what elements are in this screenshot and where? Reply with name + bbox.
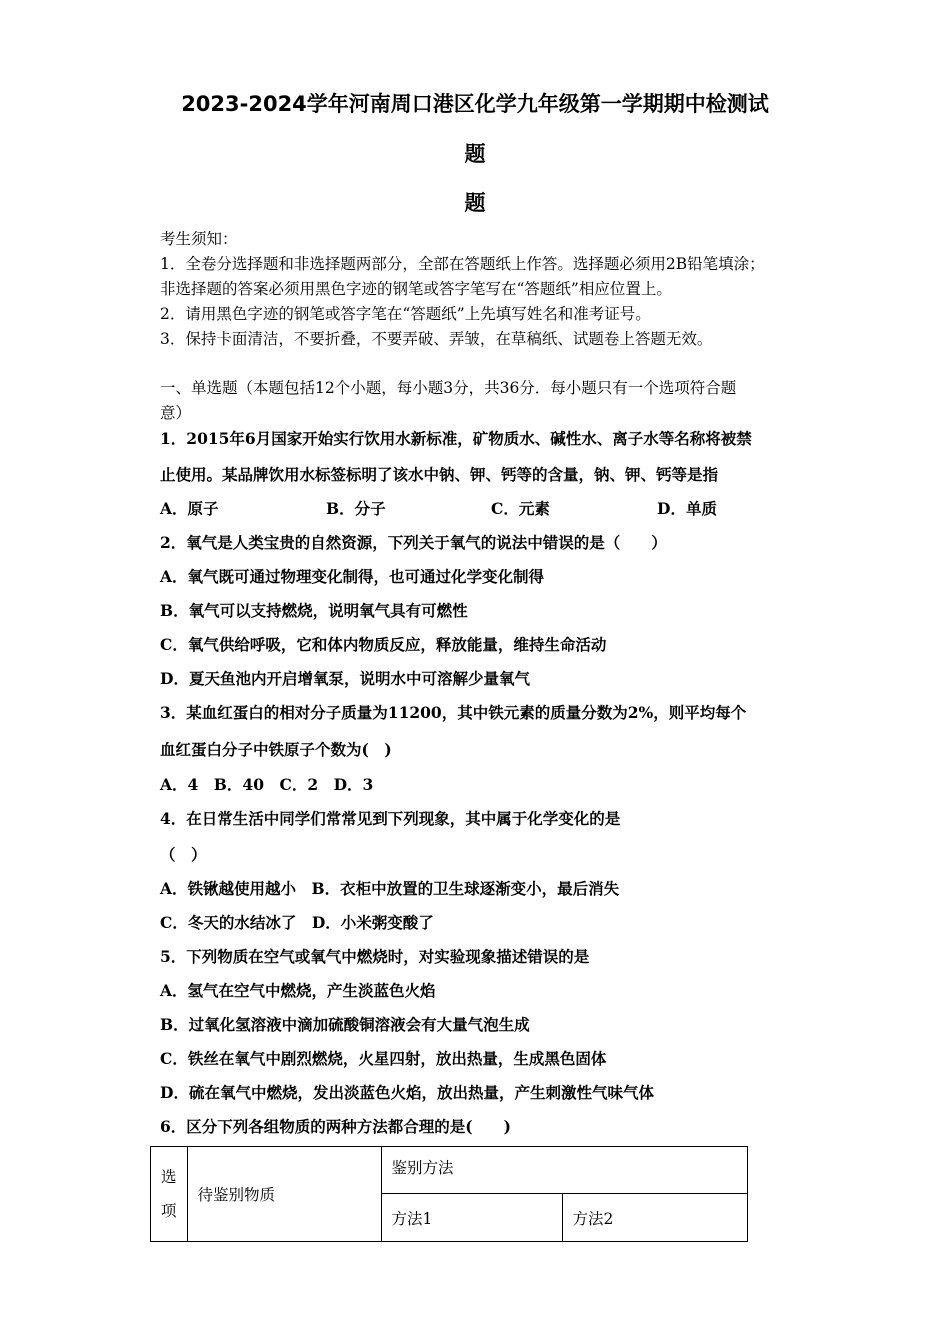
table-header-method-1: 方法1 [381,1194,562,1242]
table-header-substance: 待鉴别物质 [187,1147,381,1242]
question-2-option-c: C．氧气供给呼吸，它和体内物质反应，释放能量，维持生命活动 [160,635,607,654]
notice-heading: 考生须知： [160,230,238,248]
page-title: 2023-2024学年河南周口港区化学九年级第一学期期中检测试 [181,92,769,116]
question-1-option-d: D．单质 [657,499,717,518]
question-3-stem-continued: 血红蛋白分子中铁原子个数为( ) [160,740,392,759]
question-1-stem-continued: 止使用。某品牌饮用水标签标明了该水中钠、钾、钙等的含量，钠、钾、钙等是指 [160,465,719,484]
table-header-method: 鉴别方法 [381,1147,747,1194]
notice-item: 非选择题的答案必须用黑色字迹的钢笔或答字笔写在“答题纸”相应位置上。 [160,280,672,298]
question-2-option-a: A．氧气既可通过物理变化制得，也可通过化学变化制得 [160,567,545,586]
table-header-option [151,1147,188,1242]
question-5-option-c: C．铁丝在氧气中剧烈燃烧，火星四射，放出热量，生成黑色固体 [160,1049,607,1068]
notice-item: 2．请用黑色字迹的钢笔或答字笔在“答题纸”上先填写姓名和准考证号。 [160,305,651,323]
question-4-options-cd: C．冬天的水结冰了 D．小米粥变酸了 [160,913,434,932]
question-4-stem: 4．在日常生活中同学们常常见到下列现象，其中属于化学变化的是 [160,809,621,828]
question-5-option-a: A．氢气在空气中燃烧，产生淡蓝色火焰 [160,981,436,1000]
table-header-option-char-1: 选 [161,1168,177,1186]
question-3-options: A．4 B．40 C．2 D．3 [160,775,374,794]
question-2-stem: 2．氧气是人类宝贵的自然资源，下列关于氧气的说法中错误的是（ ） [160,533,667,552]
question-2-option-b: B．氧气可以支持燃烧，说明氧气具有可燃性 [160,601,468,620]
question-3-stem: 3．某血红蛋白的相对分子质量为11200，其中铁元素的质量分数为2%，则平均每个 [160,703,747,722]
question-6-table [150,1146,748,1242]
section-heading: 一、单选题（本题包括12个小题，每小题3分，共36分．每小题只有一个选项符合题 [160,379,737,397]
question-1-option-c: C．元素 [491,499,550,518]
page-title-continued: 题 [464,191,486,215]
page-title-continued: 题 [464,142,486,166]
table-header-method-2: 方法2 [562,1194,747,1242]
notice-item: 1．全卷分选择题和非选择题两部分，全部在答题纸上作答。选择题必须用2B铅笔填涂； [160,255,765,273]
section-heading-continued: 意） [160,404,192,422]
notice-item: 3．保持卡面清洁，不要折叠，不要弄破、弄皱，在草稿纸、试题卷上答题无效。 [160,330,713,348]
question-6-stem: 6．区分下列各组物质的两种方法都合理的是( ) [160,1117,511,1136]
question-2-option-d: D．夏天鱼池内开启增氧泵，说明水中可溶解少量氧气 [160,669,530,688]
question-1-stem: 1．2015年6月国家开始实行饮用水新标准，矿物质水、碱性水、离子水等名称将被禁 [160,429,752,448]
question-1-option-b: B．分子 [326,499,386,518]
question-5-option-d: D．硫在氧气中燃烧，发出淡蓝色火焰，放出热量，产生刺激性气味气体 [160,1083,654,1102]
question-5-stem: 5．下列物质在空气或氧气中燃烧时，对实验现象描述错误的是 [160,947,590,966]
question-1-option-a: A．原子 [160,499,219,518]
question-4-options-ab: A．铁锹越使用越小 B．衣柜中放置的卫生球逐渐变小，最后消失 [160,879,620,898]
question-5-option-b: B．过氧化氢溶液中滴加硫酸铜溶液会有大量气泡生成 [160,1015,530,1034]
table-header-option-char-2: 项 [161,1202,177,1220]
question-4-stem-continued: （ ） [160,845,207,864]
